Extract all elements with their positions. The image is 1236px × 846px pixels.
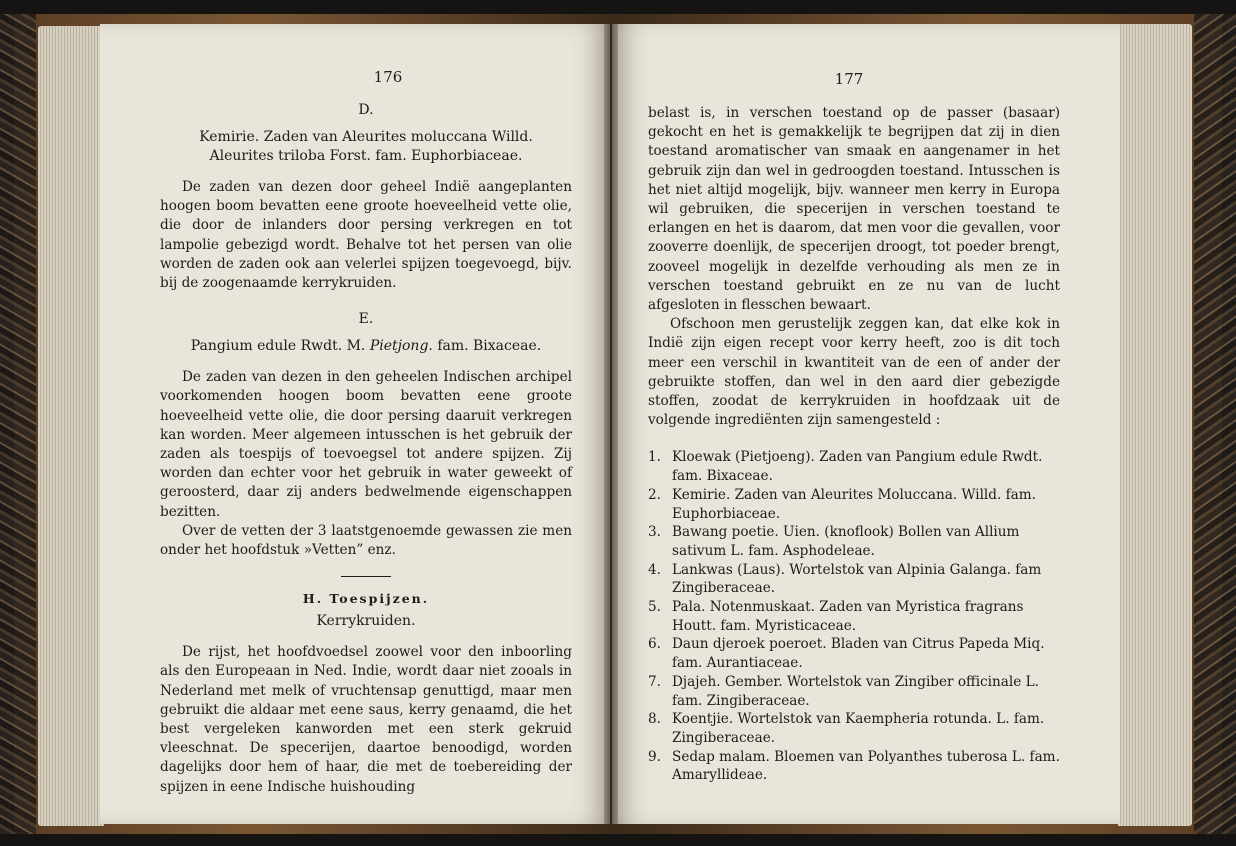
list-item-text: Kloewak (Pietjoeng). Zaden van Pangium edule Rwdt. fam. Bixaceae. (672, 449, 1043, 485)
page-edges-right (1118, 24, 1192, 826)
list-item-text: Lankwas (Laus). Wortelstok van Alpinia Galanga. fam Zingiberaceae. (672, 561, 1042, 597)
section-d-letter: D. (358, 102, 374, 118)
right-paragraph-2: Ofschoon men gerustelijk zeggen kan, dat elke kok in Indië zijn eigen recept voor kerry heeft, zoo is dit toch meer een verschil in kwantiteit van de een of ander der gebruikte stoffen, dan wel in den aard dier gebezigde stoffen, zoodat de kerrykruiden in hoofdzaak uit de volgende ingrediënten zijn samengesteld : (648, 316, 1060, 429)
list-item-number: 7. (648, 673, 661, 690)
section-h-heading: H. Toespijzen. (302, 591, 430, 607)
page-edges-left (38, 26, 104, 826)
list-item-number: 9. (648, 748, 661, 765)
right-page (612, 24, 1120, 824)
list-item-text: Koentjie. Wortelstok van Kaempheria rotunda. L. fam. Zingiberaceae. (672, 711, 1045, 746)
list-item (648, 635, 1060, 672)
section-e-letter: E. (358, 311, 374, 328)
section-e-paragraph-1: De zaden van dezen in den geheelen Indischen archipel voorkomenden hoogen boom bevatten eene groote hoeveelheid vette olie, die door persing daaruit verkregen kan worden. Meer algemeen intusschen is het gebruik der zaden als toespijs of toevoegsel tot andere spijzen. Zij worden dan echter voor het gebruik in water geweekt of geroosterd, daar zij anders bedwelmende eigenschappen bezitten. (160, 369, 572, 520)
list-item-number: 2. (648, 486, 661, 503)
section-d-paragraph: De zaden van dezen door geheel Indië aangeplanten hoogen boom bevatten eene groote hoeveelheid vette olie, die door de inlanders door persing verkregen en tot lampolie gebezigd wordt. Behalve tot het persen van olie worden de zaden ook aan velerlei spijzen toegevoegd, bijv. bij de zoogenaamde kerrykruiden. (160, 179, 572, 292)
list-item-number: 8. (648, 711, 661, 728)
section-h-subheading: Kerrykruiden. (316, 613, 416, 630)
list-item-text: Kemirie. Zaden van Aleurites Moluccana. Willd. fam. Euphorbiaceae. (672, 486, 1036, 522)
book-gutter (604, 24, 618, 824)
section-e-title (160, 337, 572, 356)
right-page-content (648, 70, 1060, 785)
section-e-title-prefix: Pangium edule Rwdt. M. (190, 338, 366, 355)
list-item (648, 598, 1060, 635)
section-e-paragraph-2: Over de vetten der 3 laatstgenoemde gewassen zie men onder het hoofdstuk »Vetten” enz. (160, 522, 572, 559)
list-item (648, 748, 1060, 785)
list-item (648, 710, 1060, 747)
page-number-left: 176 (373, 68, 403, 86)
left-page-content (160, 68, 572, 797)
section-h-paragraph: De rijst, het hoofdvoedsel zoowel voor den inboorling als den Europeaan in Ned. Indie, wordt daar niet zooals in Nederland met melk of vruchtensap genuttigd, maar men gebruikt die aldaar met eene saus, kerry genaamd, die het best vergeleken kanworden met een sterk gekruid vleeschnat. De specerijen, daartoe benoodigd, worden dagelijks door hem of haar, die met de toebereiding der spijzen in eene Indische huishouding (160, 644, 572, 795)
page-number-right: 177 (834, 70, 864, 88)
list-item-number: 4. (648, 561, 661, 578)
list-item-text: Sedap malam. Bloemen van Polyanthes tuberosa L. fam. Amaryllideae. (672, 748, 1060, 784)
marbled-board-left (0, 14, 36, 834)
list-item-number: 3. (648, 524, 661, 541)
list-item-number: 6. (648, 636, 661, 653)
ingredient-list (648, 448, 1060, 785)
section-d-title-line2: Aleurites triloba Forst. fam. Euphorbiaceae. (209, 148, 523, 164)
list-item-number: 1. (648, 449, 661, 466)
right-paragraph-1: belast is, in verschen toestand op de passer (basaar) gekocht en het is gemakkelijk te begrijpen dat zij in dien toestand aromatischer van smaak en aangenamer in het gebruik zijn dan wel in gedroogden toestand. Intusschen is het niet altijd mogelijk, bijv. wanneer men kerry in Europa wil gebruiken, die specerijen in verschen toestand te erlangen en het is daarom, dat men voor die gevallen, voor zooverre doenlijk, de specerijen droogt, tot poeder brengt, zooveel mogelijk in dezelfde verhouding als men ze in verschen toestand gebruikt en ze nu van de lucht afgesloten in flesschen bewaart. (648, 105, 1060, 314)
list-item-text: Bawang poetie. Uien. (knoflook) Bollen van Allium sativum L. fam. Asphodeleae. (672, 524, 1020, 559)
section-d-title-line1: Kemirie. Zaden van Aleurites moluccana Willd. (199, 129, 533, 145)
list-item (648, 448, 1060, 485)
list-item-text: Djajeh. Gember. Wortelstok van Zingiber officinale L. fam. Zingiberaceae. (672, 673, 1039, 709)
list-item (648, 523, 1060, 560)
section-e-title-italic: Pietjong. (369, 338, 433, 355)
list-item (648, 561, 1060, 598)
list-item (648, 673, 1060, 710)
section-divider (341, 576, 391, 577)
left-page (100, 24, 610, 824)
list-item (648, 486, 1060, 523)
list-item-number: 5. (648, 599, 661, 616)
marbled-board-right (1194, 14, 1236, 834)
section-e-title-suffix: fam. Bixaceae. (437, 338, 542, 355)
list-item-text: Pala. Notenmuskaat. Zaden van Myristica fragrans Houtt. fam. Myristicaceae. (672, 599, 1024, 634)
list-item-text: Daun djeroek poeroet. Bladen van Citrus Papeda Miq. fam. Aurantiaceae. (672, 636, 1045, 672)
